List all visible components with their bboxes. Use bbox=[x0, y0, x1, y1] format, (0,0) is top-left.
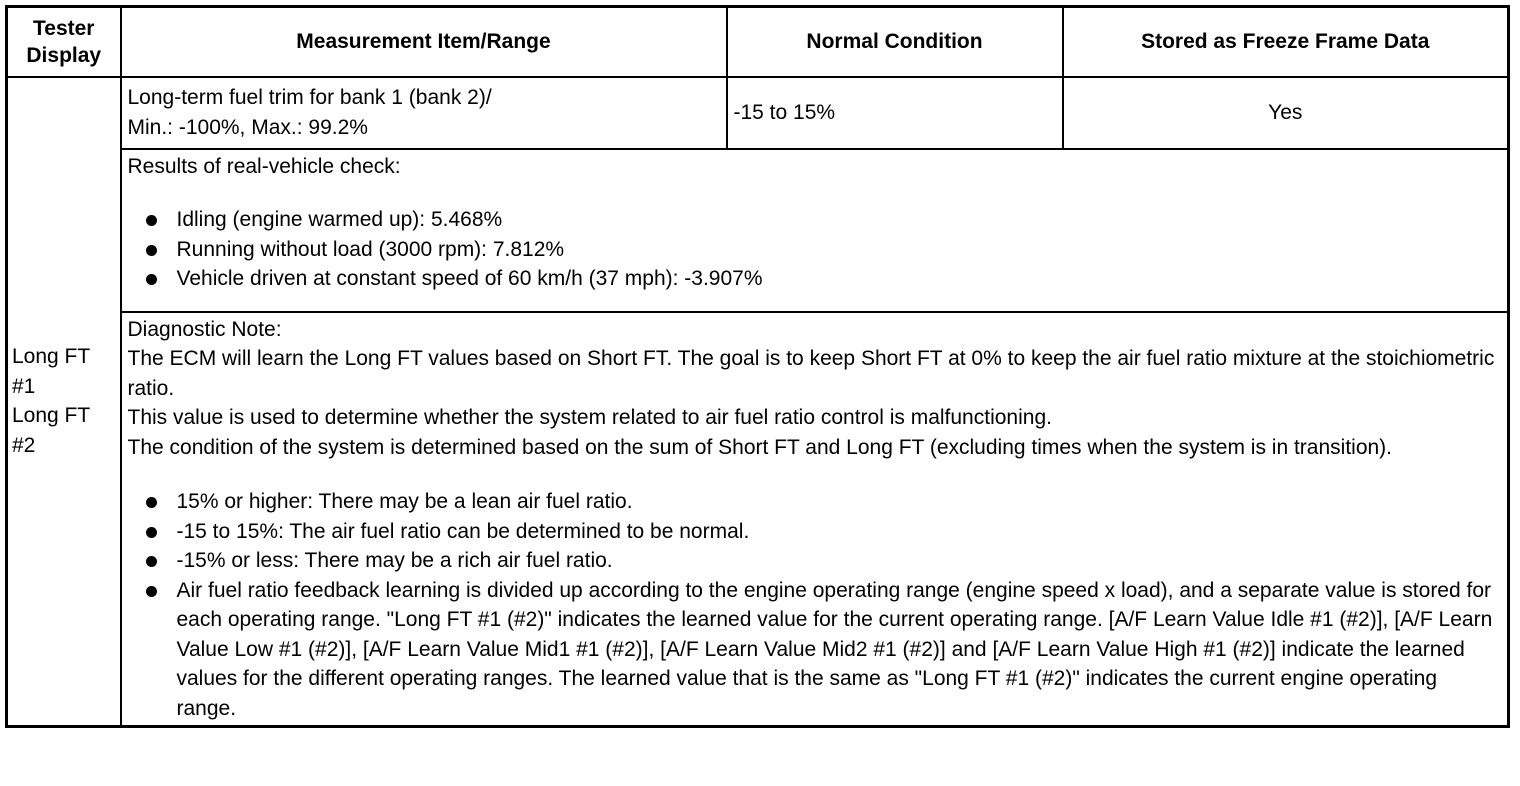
note-para1: The ECM will learn the Long FT values based on Short FT. The goal is to keep Short FT at 0% to keep the air fuel ratio mixture at the stoichiometric ratio. bbox=[127, 347, 1495, 400]
real-vehicle-check-cell bbox=[121, 149, 1509, 312]
header-tester-display: Tester Display bbox=[7, 7, 121, 77]
list-item: Idling (engine warmed up): 5.468% bbox=[177, 205, 1502, 235]
table-row bbox=[7, 77, 1509, 149]
note-para3: The condition of the system is determined based on the sum of Short FT and Long FT (excluding times when the system is in transition). bbox=[127, 435, 1393, 459]
check-row bbox=[7, 149, 1509, 312]
check-list bbox=[128, 205, 1502, 294]
tester-display-cell bbox=[7, 77, 121, 727]
header-row bbox=[7, 7, 1509, 77]
list-item: Vehicle driven at constant speed of 60 km/h (37 mph): -3.907% bbox=[177, 264, 1502, 294]
note-title: Diagnostic Note: bbox=[127, 317, 282, 341]
diagnostic-note-cell bbox=[121, 312, 1509, 727]
header-measurement-item: Measurement Item/Range bbox=[121, 7, 727, 77]
list-item: Air fuel ratio feedback learning is divided up according to the engine operating range (engine speed x load), and a separate value is stored for each operating range. "Long FT #1 (#2)" indicates the learned value for the current operating range. [A/F Learn Value Idle #1 (#2)], [A/F Learn Value Low #1 (#2)], [A/F Learn Value Mid1 #1 (#2)], [A/F Learn Value Mid2 #1 (#2)] and [A/F Learn Value High #1 (#2)] indicate the learned values for the different operating ranges. The learned value that is the same as "Long FT #1 (#2)" indicates the current engine operating range. bbox=[177, 576, 1502, 724]
note-list bbox=[128, 487, 1502, 723]
header-normal-condition: Normal Condition bbox=[727, 7, 1063, 77]
list-item: Running without load (3000 rpm): 7.812% bbox=[177, 235, 1502, 265]
measurement-cell bbox=[121, 77, 727, 149]
data-list-table bbox=[5, 5, 1510, 728]
header-freeze-frame: Stored as Freeze Frame Data bbox=[1063, 7, 1509, 77]
tester-display-line2: Long FT #2 bbox=[12, 404, 90, 457]
note-para2: This value is used to determine whether the system related to air fuel ratio control is malfunctioning. bbox=[127, 406, 1052, 429]
check-title: Results of real-vehicle check: bbox=[127, 154, 401, 178]
normal-condition-cell: -15 to 15% bbox=[727, 77, 1063, 149]
list-item: 15% or higher: There may be a lean air fuel ratio. bbox=[177, 487, 1502, 517]
freeze-frame-cell: Yes bbox=[1063, 77, 1509, 149]
note-row bbox=[7, 312, 1509, 727]
measurement-line2: Min.: -100%, Max.: 99.2% bbox=[127, 115, 368, 139]
list-item: -15 to 15%: The air fuel ratio can be determined to be normal. bbox=[177, 517, 1502, 547]
measurement-line1: Long-term fuel trim for bank 1 (bank 2)/ bbox=[127, 86, 492, 109]
list-item: -15% or less: There may be a rich air fuel ratio. bbox=[177, 546, 1502, 576]
tester-display-line1: Long FT #1 bbox=[12, 345, 90, 398]
